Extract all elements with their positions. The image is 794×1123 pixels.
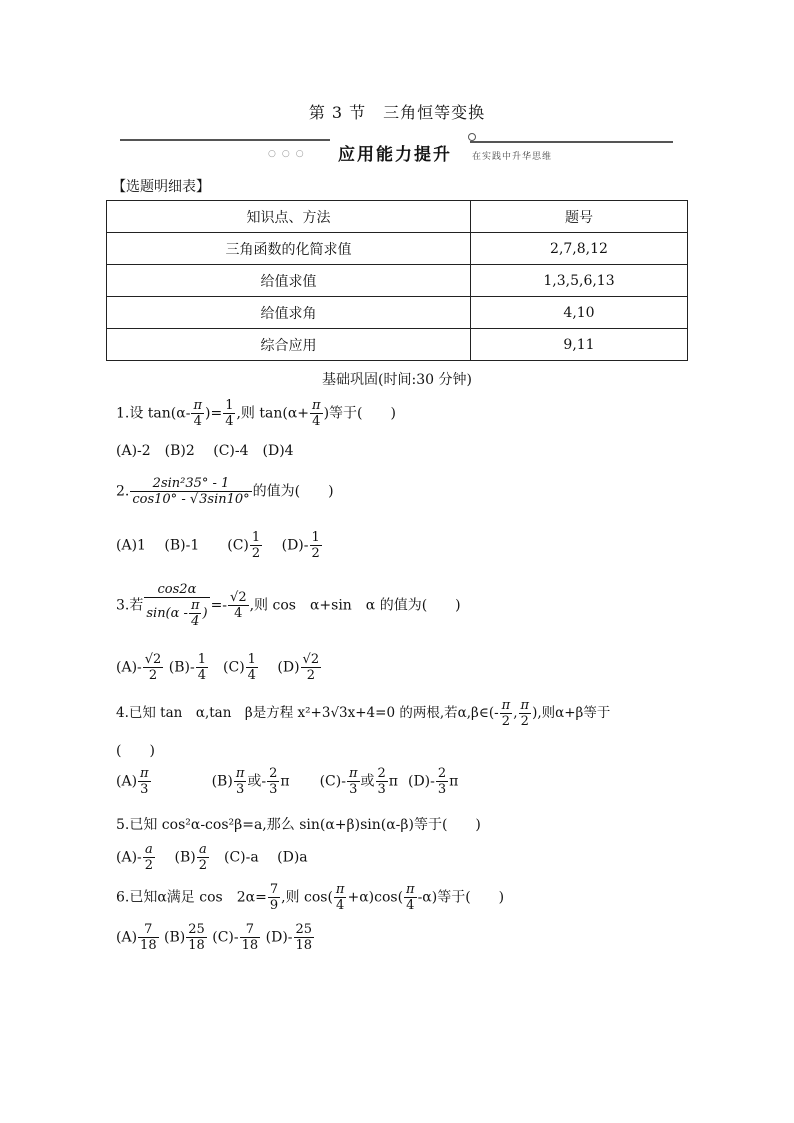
question-4-blank: ( ) [116,743,155,759]
question-2-options: (A)1 (B)-1 (C) $\frac{1}{2}$ (D)- $\frac{1}{2}$ [116,530,320,561]
table-cell: 给值求值 [107,265,471,297]
table-row [107,233,688,265]
sub-heading: 基础巩固(时间:30 分钟) [322,372,472,388]
question-1-options: (A)-2 (B)2 (C)-4 (D)4 [116,443,294,459]
banner-line-right [470,141,673,143]
banner-ornament-icon [468,133,476,141]
question-detail-table [106,200,688,361]
question-6-options: (A) $\frac{7}{18}$ (B) $\frac{25}{18}$ (C)- $\frac{7}{18}$ (D)- $\frac{25}{18}$ [116,922,313,953]
question-2-stem: 2. $\frac{\text{2sin²35° - 1}}{\cos 10^\circ - √3\sin 10^\circ}$ 的值为( ) [116,476,334,507]
table-header-row [107,201,688,233]
question-4-options: (A) $\frac{\pi}{3}$ (B) $\frac{\pi}{3}$ 或- $\frac{2}{3}$ π (C)- $\frac{\pi}{3}$ 或 $\frac{2}{3}$ π (D)- $\frac{2}{3}$ π [116,766,459,797]
table-cell: 4,10 [471,297,688,329]
table-cell: 给值求角 [107,297,471,329]
question-3-options: (A)- $\frac{√2}{2}$ (B)- $\frac{1}{4}$ (C) $\frac{1}{4}$ (D) $\frac{√2}{2}$ [116,652,320,683]
banner-line-left [120,139,330,141]
question-1-stem: 1.设 tan(α- $\frac{\pi}{4}$ )= $\frac{1}{4}$ ,则 tan(α+ $\frac{\pi}{4}$ )等于( ) [116,398,396,429]
table-cell: 9,11 [471,329,688,361]
question-6-stem: 6.已知α满足 cos 2α= $\frac{7}{9}$ ,则 cos( $\frac{\pi}{4}$ +α)cos( $\frac{\pi}{4}$ -α)等于( ) [116,882,505,913]
banner-dots-icon: ○○○ [268,149,310,159]
table-row [107,265,688,297]
table-header-cell: 知识点、方法 [107,201,471,233]
question-3-stem: 3.若 cos2α sin(α - $\frac{\pi}{4}$ ) =- $\frac{√2}{4}$ ,则 cos α+sin α 的值为( ) [116,582,461,629]
table-caption: 【选题明细表】 [112,179,210,195]
table-row [107,297,688,329]
section-title: 第 3 节 三角恒等变换 [308,103,486,122]
question-5-stem: 5.已知 cos²α-cos²β=a,那么 sin(α+β)sin(α-β)等于( ) [116,817,481,833]
question-4-stem: 4.已知 tan α,tan β是方程 x²+3√3x+4=0 的两根,若α,β∈(- $\frac{\pi}{2}$ , $\frac{\pi}{2}$ ),则α+β等于 [116,698,611,729]
banner-subtitle: 在实践中升华思维 [472,152,553,162]
table-row [107,329,688,361]
table-cell: 1,3,5,6,13 [471,265,688,297]
table-cell: 三角函数的化简求值 [107,233,471,265]
table-cell: 综合应用 [107,329,471,361]
table-header-cell: 题号 [471,201,688,233]
banner-title: 应用能力提升 [338,145,452,165]
question-5-options: (A)- $\frac{a}{2}$ (B) $\frac{a}{2}$ (C)-a (D)a [116,842,308,873]
table-cell: 2,7,8,12 [471,233,688,265]
